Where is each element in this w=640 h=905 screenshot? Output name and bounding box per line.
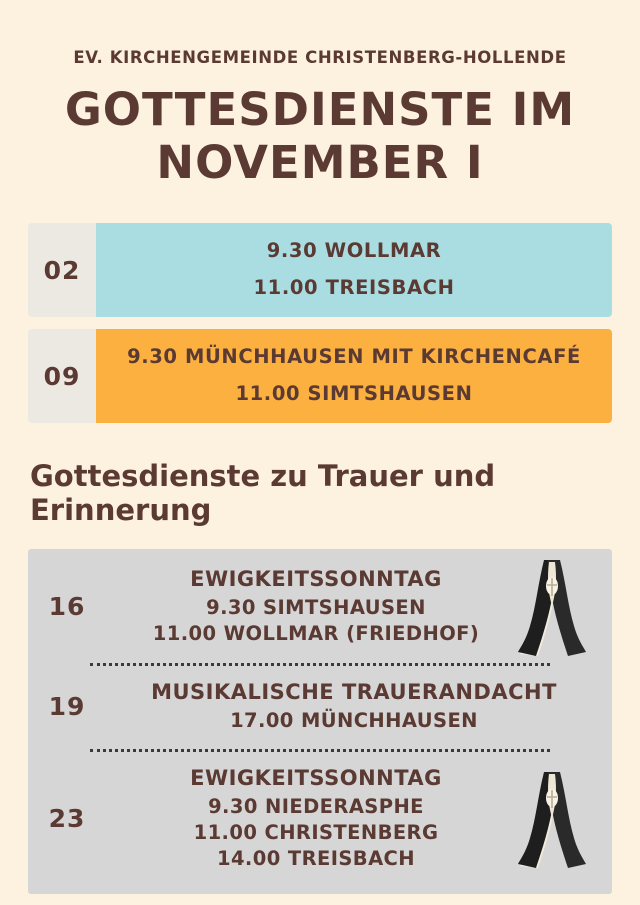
service-line: 9.30 MÜNCHHAUSEN MIT KIRCHENCAFÉ xyxy=(127,345,581,369)
memorial-section-heading: Gottesdienste zu Trauer und Erinnerung xyxy=(30,459,496,528)
mourning-ribbon-icon xyxy=(516,768,590,872)
service-day: 02 xyxy=(28,223,96,317)
mourning-ribbon-icon xyxy=(516,556,590,660)
memorial-list xyxy=(28,549,612,893)
memorial-line: 9.30 NIEDERASPHE xyxy=(208,795,424,819)
memorial-line: 17.00 MÜNCHHAUSEN xyxy=(230,708,478,732)
service-row xyxy=(28,223,612,317)
memorial-row xyxy=(28,666,612,750)
memorial-line: 11.00 CHRISTENBERG xyxy=(193,821,439,845)
memorial-title: MUSIKALISCHE TRAUERANDACHT xyxy=(151,679,557,704)
service-line: 11.00 SIMTSHAUSEN xyxy=(235,382,473,406)
memorial-title: EWIGKEITSSONNTAG xyxy=(190,766,442,791)
memorial-row xyxy=(28,553,612,662)
service-line: 11.00 TREISBACH xyxy=(253,276,455,300)
memorial-row xyxy=(28,752,612,887)
memorial-content xyxy=(106,680,612,734)
memorial-line: 9.30 SIMTSHAUSEN xyxy=(206,596,426,620)
congregation-name: EV. KIRCHENGEMEINDE CHRISTENBERG-HOLLENDE xyxy=(73,48,567,67)
memorial-title: EWIGKEITSSONNTAG xyxy=(190,567,442,592)
service-content xyxy=(96,223,612,317)
service-line: 9.30 WOLLMAR xyxy=(266,239,442,263)
memorial-line: 14.00 TREISBACH xyxy=(217,846,415,870)
page-title-line1: GOTTESDIENSTE IM xyxy=(64,83,576,136)
service-day: 09 xyxy=(28,329,96,423)
memorial-line: 11.00 WOLLMAR (FRIEDHOF) xyxy=(152,621,480,645)
page-title-line2: NOVEMBER I xyxy=(156,136,484,190)
memorial-day: 16 xyxy=(48,592,86,622)
service-list xyxy=(28,223,612,423)
memorial-day: 23 xyxy=(48,804,86,834)
service-row xyxy=(28,329,612,423)
service-content xyxy=(96,329,612,423)
page-title xyxy=(28,83,612,189)
memorial-day: 19 xyxy=(48,692,86,722)
